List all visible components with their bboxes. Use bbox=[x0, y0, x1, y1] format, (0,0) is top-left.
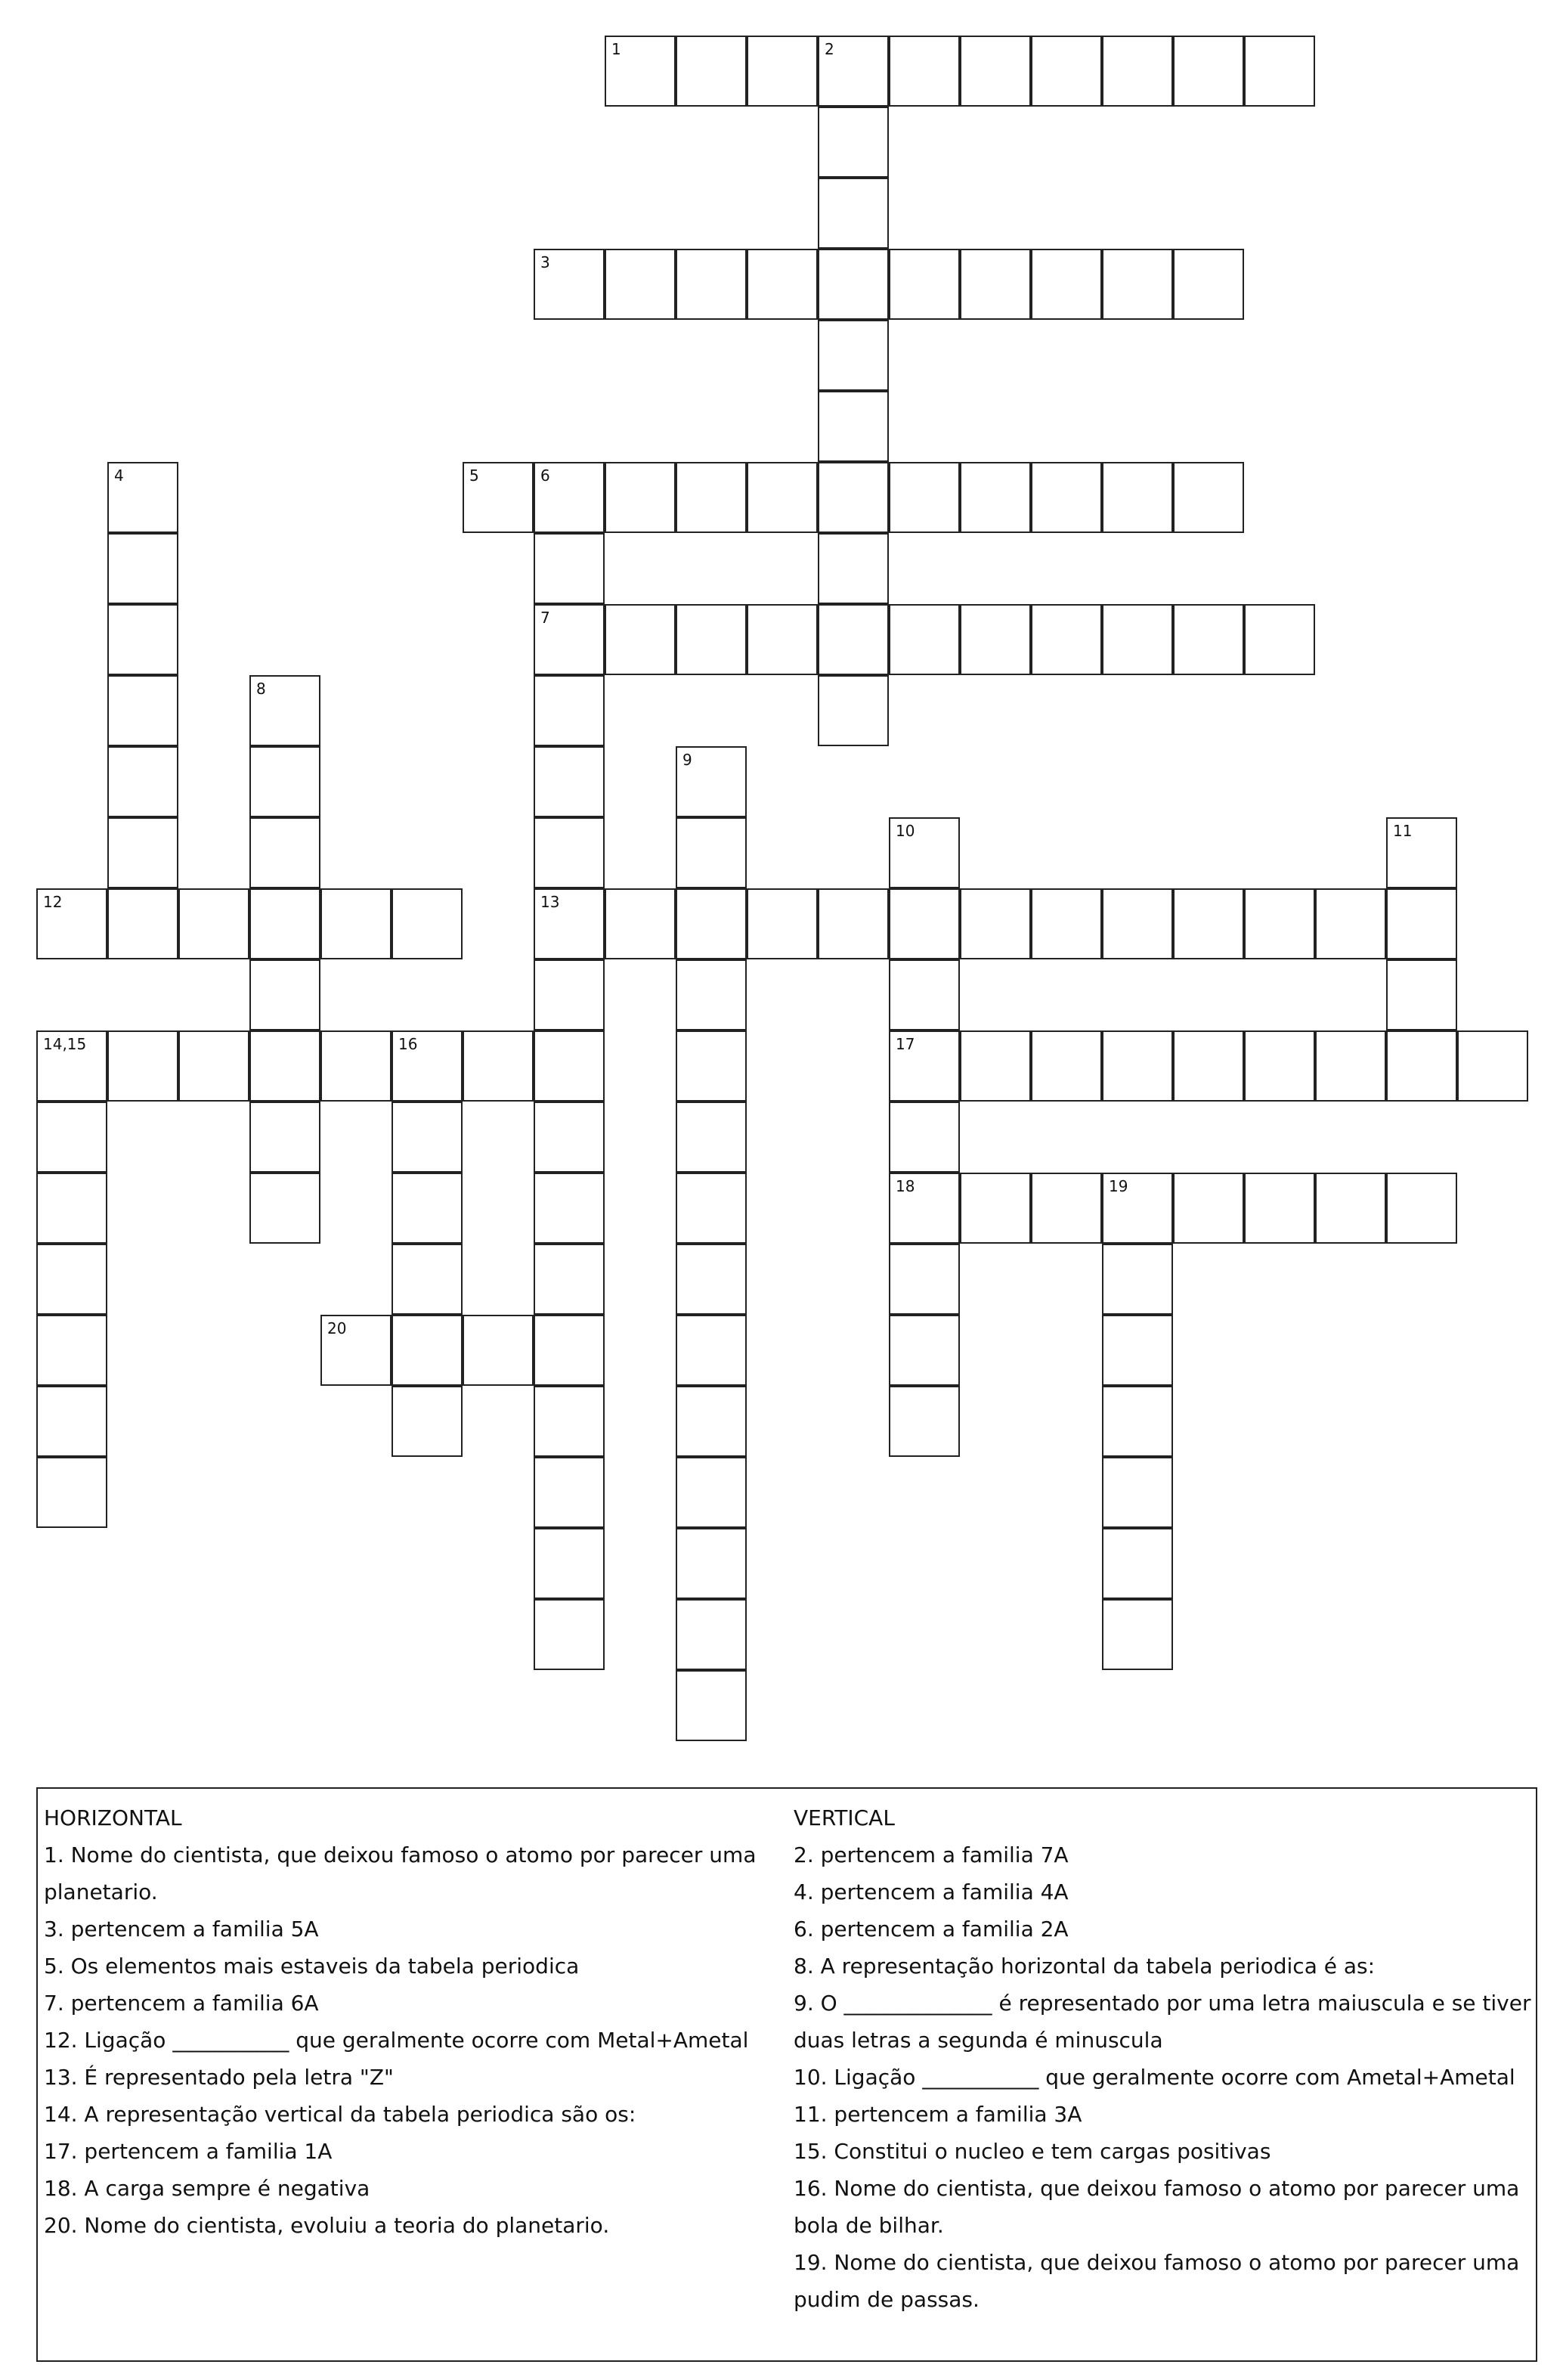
crossword-cell[interactable] bbox=[676, 1386, 747, 1457]
cell-number: 8 bbox=[256, 680, 266, 698]
crossword-cell[interactable] bbox=[1173, 1030, 1244, 1102]
crossword-cell[interactable] bbox=[107, 1030, 178, 1102]
crossword-cell[interactable] bbox=[36, 1315, 107, 1386]
crossword-cell[interactable] bbox=[747, 249, 818, 320]
crossword-cell[interactable] bbox=[1031, 604, 1102, 675]
crossword-cell[interactable] bbox=[889, 888, 960, 959]
crossword-cell[interactable] bbox=[36, 1173, 107, 1244]
horizontal-clue: 1. Nome do cientista, que deixou famoso o atomo por parecer uma planetario. bbox=[44, 1842, 757, 1904]
crossword-cell[interactable] bbox=[36, 1102, 107, 1173]
crossword-cell[interactable] bbox=[960, 249, 1031, 320]
crossword-cell[interactable] bbox=[392, 1030, 463, 1102]
crossword-cell[interactable] bbox=[36, 1030, 107, 1102]
horizontal-clue: 3. pertencem a familia 5A bbox=[44, 1917, 319, 1941]
crossword-cell[interactable] bbox=[1173, 36, 1244, 107]
crossword-cell[interactable] bbox=[676, 1599, 747, 1670]
crossword-cell[interactable] bbox=[889, 1102, 960, 1173]
crossword-cell[interactable] bbox=[818, 675, 889, 746]
cell-number: 6 bbox=[540, 466, 550, 485]
crossword-cell[interactable] bbox=[1102, 1599, 1173, 1670]
crossword-cell[interactable] bbox=[107, 675, 178, 746]
crossword-cell[interactable] bbox=[249, 888, 320, 959]
crossword-cell[interactable] bbox=[320, 1315, 392, 1386]
crossword-cell[interactable] bbox=[1102, 1244, 1173, 1315]
crossword-cell[interactable] bbox=[676, 888, 747, 959]
crossword-cell[interactable] bbox=[36, 1386, 107, 1457]
crossword-cell[interactable] bbox=[320, 888, 392, 959]
crossword-cell[interactable] bbox=[605, 249, 676, 320]
crossword-cell[interactable] bbox=[960, 1173, 1031, 1244]
crossword-cell[interactable] bbox=[1102, 462, 1173, 533]
clues-box bbox=[36, 1787, 1537, 2362]
crossword-cell[interactable] bbox=[1102, 36, 1173, 107]
vertical-clue: 2. pertencem a familia 7A bbox=[794, 1842, 1069, 1867]
cell-number: 13 bbox=[540, 893, 560, 911]
crossword-cell[interactable] bbox=[676, 1315, 747, 1386]
cell-number: 3 bbox=[540, 253, 550, 271]
crossword-cell[interactable] bbox=[960, 36, 1031, 107]
crossword-cell[interactable] bbox=[960, 1030, 1031, 1102]
crossword-cell[interactable] bbox=[676, 1173, 747, 1244]
crossword-cell[interactable] bbox=[249, 959, 320, 1030]
crossword-cell[interactable] bbox=[1031, 36, 1102, 107]
crossword-cell[interactable] bbox=[889, 462, 960, 533]
crossword-cell[interactable] bbox=[36, 1244, 107, 1315]
crossword-cell[interactable] bbox=[392, 1386, 463, 1457]
crossword-cell[interactable] bbox=[747, 604, 818, 675]
crossword-cell[interactable] bbox=[747, 888, 818, 959]
vertical-clue: 16. Nome do cientista, que deixou famoso o atomo por parecer uma bola de bilhar. bbox=[794, 2176, 1520, 2238]
crossword-cell[interactable] bbox=[889, 1386, 960, 1457]
crossword-cell[interactable] bbox=[534, 1315, 605, 1386]
crossword-cell[interactable] bbox=[818, 320, 889, 391]
crossword-cell[interactable] bbox=[1386, 1030, 1457, 1102]
vertical-clue: 19. Nome do cientista, que deixou famoso o atomo por parecer uma pudim de passas. bbox=[794, 2250, 1520, 2312]
horizontal-clue: 17. pertencem a familia 1A bbox=[44, 2139, 333, 2164]
crossword-cell[interactable] bbox=[1244, 888, 1315, 959]
crossword-cell[interactable] bbox=[747, 36, 818, 107]
crossword-cell[interactable] bbox=[676, 1528, 747, 1599]
crossword-cell[interactable] bbox=[1315, 1173, 1386, 1244]
crossword-cell[interactable] bbox=[889, 1030, 960, 1102]
vertical-clue: 4. pertencem a familia 4A bbox=[794, 1880, 1069, 1904]
crossword-cell[interactable] bbox=[889, 959, 960, 1030]
crossword-cell[interactable] bbox=[534, 1386, 605, 1457]
crossword-cell[interactable] bbox=[1244, 36, 1315, 107]
crossword-cell[interactable] bbox=[249, 1102, 320, 1173]
crossword-cell[interactable] bbox=[1031, 249, 1102, 320]
crossword-cell[interactable] bbox=[676, 36, 747, 107]
crossword-cell[interactable] bbox=[605, 888, 676, 959]
crossword-cell[interactable] bbox=[534, 533, 605, 604]
crossword-cell[interactable] bbox=[676, 1670, 747, 1741]
crossword-cell[interactable] bbox=[676, 817, 747, 888]
crossword-cell[interactable] bbox=[1173, 888, 1244, 959]
vertical-clue: 10. Ligação ___________ que geralmente ocorre com Ametal+Ametal bbox=[794, 2065, 1515, 2090]
cell-number: 10 bbox=[896, 822, 915, 840]
crossword-cell[interactable] bbox=[676, 1030, 747, 1102]
crossword-cell[interactable] bbox=[1173, 604, 1244, 675]
crossword-cell[interactable] bbox=[392, 888, 463, 959]
cell-number: 2 bbox=[825, 40, 834, 58]
cell-number: 1 bbox=[611, 40, 621, 58]
crossword-cell[interactable] bbox=[1031, 1030, 1102, 1102]
crossword-cell[interactable] bbox=[818, 462, 889, 533]
crossword-cell[interactable] bbox=[534, 746, 605, 817]
crossword-cell[interactable] bbox=[960, 604, 1031, 675]
crossword-cell[interactable] bbox=[676, 249, 747, 320]
crossword-cell[interactable] bbox=[534, 1244, 605, 1315]
crossword-cell[interactable] bbox=[676, 462, 747, 533]
crossword-cell[interactable] bbox=[818, 533, 889, 604]
crossword-cell[interactable] bbox=[534, 1102, 605, 1173]
vertical-title: VERTICAL bbox=[794, 1805, 895, 1830]
crossword-cell[interactable] bbox=[676, 1102, 747, 1173]
cell-number: 18 bbox=[896, 1177, 915, 1195]
crossword-cell[interactable] bbox=[392, 1315, 463, 1386]
crossword-cell[interactable] bbox=[1244, 1173, 1315, 1244]
crossword-cell[interactable] bbox=[534, 1173, 605, 1244]
crossword-cell[interactable] bbox=[463, 1030, 534, 1102]
crossword-cell[interactable] bbox=[1031, 462, 1102, 533]
crossword-cell[interactable] bbox=[1386, 888, 1457, 959]
crossword-cell[interactable] bbox=[818, 36, 889, 107]
crossword-cell[interactable] bbox=[534, 604, 605, 675]
horizontal-clues bbox=[44, 1799, 762, 2244]
crossword-cell[interactable] bbox=[1102, 888, 1173, 959]
horizontal-clue: 18. A carga sempre é negativa bbox=[44, 2176, 370, 2201]
crossword-cell[interactable] bbox=[534, 249, 605, 320]
crossword-cell[interactable] bbox=[107, 533, 178, 604]
crossword-cell[interactable] bbox=[1031, 888, 1102, 959]
crossword-cell[interactable] bbox=[676, 746, 747, 817]
crossword-cell[interactable] bbox=[676, 959, 747, 1030]
cell-number: 11 bbox=[1393, 822, 1413, 840]
crossword-cell[interactable] bbox=[1315, 888, 1386, 959]
horizontal-clue: 5. Os elementos mais estaveis da tabela periodica bbox=[44, 1954, 580, 1979]
crossword-cell[interactable] bbox=[889, 1315, 960, 1386]
crossword-cell[interactable] bbox=[249, 1030, 320, 1102]
crossword-cell[interactable] bbox=[818, 178, 889, 249]
crossword-cell[interactable] bbox=[534, 462, 605, 533]
crossword-cell[interactable] bbox=[818, 391, 889, 462]
crossword-cell[interactable] bbox=[1173, 1173, 1244, 1244]
vertical-clues bbox=[794, 1799, 1534, 2318]
crossword-cell[interactable] bbox=[818, 888, 889, 959]
crossword-cell[interactable] bbox=[249, 675, 320, 746]
crossword-cell[interactable] bbox=[107, 746, 178, 817]
crossword-cell[interactable] bbox=[1102, 1173, 1173, 1244]
crossword-cell[interactable] bbox=[463, 1315, 534, 1386]
crossword-cell[interactable] bbox=[1102, 604, 1173, 675]
crossword-cell[interactable] bbox=[392, 1173, 463, 1244]
vertical-clue: 6. pertencem a familia 2A bbox=[794, 1917, 1069, 1941]
crossword-cell[interactable] bbox=[463, 462, 534, 533]
crossword-cell[interactable] bbox=[605, 462, 676, 533]
crossword-cell[interactable] bbox=[1244, 604, 1315, 675]
cell-number: 20 bbox=[327, 1319, 347, 1337]
crossword-cell[interactable] bbox=[605, 604, 676, 675]
crossword-cell[interactable] bbox=[1102, 1386, 1173, 1457]
cell-number: 7 bbox=[540, 609, 550, 627]
crossword-cell[interactable] bbox=[107, 604, 178, 675]
vertical-clue: 9. O ______________ é representado por uma letra maiuscula e se tiver duas letras a segunda é minuscula bbox=[794, 1991, 1531, 2053]
crossword-cell[interactable] bbox=[1102, 1315, 1173, 1386]
crossword-cell[interactable] bbox=[1102, 249, 1173, 320]
horizontal-clue: 13. É representado pela letra "Z" bbox=[44, 2065, 394, 2090]
crossword-cell[interactable] bbox=[534, 1030, 605, 1102]
crossword-cell[interactable] bbox=[534, 675, 605, 746]
crossword-cell[interactable] bbox=[534, 817, 605, 888]
horizontal-clue: 14. A representação vertical da tabela periodica são os: bbox=[44, 2102, 636, 2127]
crossword-cell[interactable] bbox=[1102, 1457, 1173, 1528]
crossword-cell[interactable] bbox=[1031, 1173, 1102, 1244]
crossword-cell[interactable] bbox=[1457, 1030, 1528, 1102]
crossword-cell[interactable] bbox=[36, 888, 107, 959]
cell-number: 16 bbox=[398, 1035, 418, 1053]
crossword-cell[interactable] bbox=[960, 888, 1031, 959]
horizontal-clue: 20. Nome do cientista, evoluiu a teoria do planetario. bbox=[44, 2213, 610, 2238]
vertical-clue: 15. Constitui o nucleo e tem cargas positivas bbox=[794, 2139, 1271, 2164]
cell-number: 19 bbox=[1109, 1177, 1128, 1195]
crossword-cell[interactable] bbox=[676, 604, 747, 675]
crossword-cell[interactable] bbox=[36, 1457, 107, 1528]
crossword-cell[interactable] bbox=[249, 746, 320, 817]
crossword-cell[interactable] bbox=[818, 604, 889, 675]
vertical-clue: 11. pertencem a familia 3A bbox=[794, 2102, 1082, 2127]
crossword-cell[interactable] bbox=[534, 1528, 605, 1599]
cell-number: 5 bbox=[469, 466, 479, 485]
crossword-cell[interactable] bbox=[676, 1244, 747, 1315]
crossword-cell[interactable] bbox=[178, 1030, 249, 1102]
crossword-cell[interactable] bbox=[392, 1244, 463, 1315]
horizontal-title: HORIZONTAL bbox=[44, 1805, 182, 1830]
crossword-cell[interactable] bbox=[1386, 959, 1457, 1030]
crossword-cell[interactable] bbox=[676, 1457, 747, 1528]
crossword-cell[interactable] bbox=[1244, 1030, 1315, 1102]
crossword-cell[interactable] bbox=[889, 1244, 960, 1315]
crossword-cell[interactable] bbox=[605, 36, 676, 107]
horizontal-clue: 12. Ligação ___________ que geralmente ocorre com Metal+Ametal bbox=[44, 2028, 749, 2053]
crossword-cell[interactable] bbox=[1102, 1528, 1173, 1599]
crossword-cell[interactable] bbox=[249, 1173, 320, 1244]
crossword-cell[interactable] bbox=[107, 462, 178, 533]
crossword-cell[interactable] bbox=[1173, 249, 1244, 320]
crossword-cell[interactable] bbox=[889, 604, 960, 675]
crossword-cell[interactable] bbox=[534, 888, 605, 959]
cell-number: 12 bbox=[43, 893, 63, 911]
cell-number: 17 bbox=[896, 1035, 915, 1053]
crossword-cell[interactable] bbox=[534, 959, 605, 1030]
crossword-cell[interactable] bbox=[889, 36, 960, 107]
horizontal-clue: 7. pertencem a familia 6A bbox=[44, 1991, 319, 2016]
crossword-cell[interactable] bbox=[392, 1102, 463, 1173]
crossword-cell[interactable] bbox=[178, 888, 249, 959]
crossword-cell[interactable] bbox=[534, 1599, 605, 1670]
crossword-cell[interactable] bbox=[107, 817, 178, 888]
crossword-cell[interactable] bbox=[889, 249, 960, 320]
crossword-cell[interactable] bbox=[249, 817, 320, 888]
crossword-cell[interactable] bbox=[818, 249, 889, 320]
crossword-cell[interactable] bbox=[534, 1457, 605, 1528]
crossword-cell[interactable] bbox=[1102, 1030, 1173, 1102]
crossword-cell[interactable] bbox=[1173, 462, 1244, 533]
crossword-cell[interactable] bbox=[747, 462, 818, 533]
cell-number: 14,15 bbox=[43, 1035, 87, 1053]
crossword-cell[interactable] bbox=[889, 817, 960, 888]
crossword-cell[interactable] bbox=[1315, 1030, 1386, 1102]
crossword-cell[interactable] bbox=[818, 107, 889, 178]
crossword-cell[interactable] bbox=[889, 1173, 960, 1244]
crossword-cell[interactable] bbox=[320, 1030, 392, 1102]
crossword-cell[interactable] bbox=[1386, 1173, 1457, 1244]
crossword-cell[interactable] bbox=[1386, 817, 1457, 888]
cell-number: 4 bbox=[114, 466, 124, 485]
vertical-clue: 8. A representação horizontal da tabela periodica é as: bbox=[794, 1954, 1376, 1979]
crossword-cell[interactable] bbox=[107, 888, 178, 959]
crossword-cell[interactable] bbox=[960, 462, 1031, 533]
cell-number: 9 bbox=[682, 751, 692, 769]
